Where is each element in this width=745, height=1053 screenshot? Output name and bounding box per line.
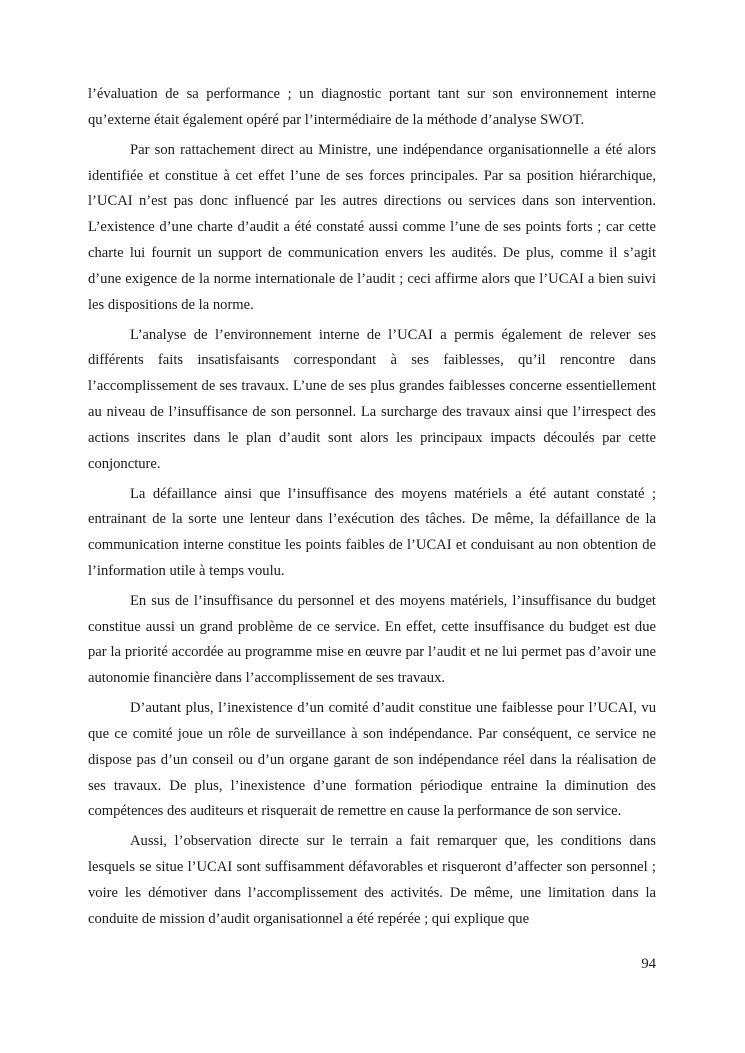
body-text	[88, 82, 656, 937]
paragraph-4: La défaillance ainsi que l’insuffisance des moyens matériels a été autant constaté ; entrainant de la sorte une lenteur dans l’exécution des tâches. De même, la défaillance de la communication interne constitue les points faibles de l’UCAI et conduisant au non obtention de l’information utile à temps voulu.	[88, 485, 656, 579]
paragraph-6: D’autant plus, l’inexistence d’un comité d’audit constitue une faiblesse pour l’UCAI, vu que ce comité joue un rôle de surveillance à son indépendance. Par conséquent, ce service ne dispose pas d’un conseil ou d’un organe garant de son indépendance réel dans la réalisation de ses travaux. De plus, l’inexistence d’une formation périodique entraine la diminution des compétences des auditeurs et risquerait de remettre en cause la performance de son service.	[88, 700, 656, 820]
paragraph-1: l’évaluation de sa performance ; un diagnostic portant tant sur son environnement interne qu’externe était également opéré par l’intermédiaire de la méthode d’analyse SWOT.	[88, 86, 656, 128]
paragraph-7: Aussi, l’observation directe sur le terrain a fait remarquer que, les conditions dans lesquels se situe l’UCAI sont suffisamment défavorables et risqueront d’affecter son personnel ; voire les démotiver dans l’accomplissement des activités. De même, une limitation dans la conduite de mission d’audit organisationnel a été repérée ; qui explique que	[88, 833, 656, 927]
paragraph-2: Par son rattachement direct au Ministre, une indépendance organisationnelle a été alors identifiée et constitue à cet effet l’une de ses forces principales. Par sa position hiérarchique, l’UCAI n’est pas donc influencé par les autres directions ou services dans son intervention. L’existence d’une charte d’audit a été constaté aussi comme l’une de ses points forts ; car cette charte lui fournit un support de communication envers les audités. De plus, comme il s’agit d’une exigence de la norme internationale de l’audit ; ceci affirme alors que l’UCAI a bien suivi les dispositions de la norme.	[88, 141, 656, 313]
paragraph-5: En sus de l’insuffisance du personnel et des moyens matériels, l’insuffisance du budget constitue aussi un grand problème de ce service. En effet, cette insuffisance du budget est due par la priorité accordée au programme mise en œuvre par l’audit et ne lui permet pas d’avoir une autonomie financière dans l’accomplissement de ses travaux.	[88, 592, 656, 687]
page-number: 94	[641, 956, 656, 972]
paragraph-3: L’analyse de l’environnement interne de l’UCAI a permis également de relever ses différents faits insatisfaisants correspondant à ses faiblesses, qu’il rencontre dans l’accomplissement de ses travaux. L’une de ses plus grandes faiblesses concerne essentiellement au niveau de l’insuffisance de son personnel. La surcharge des travaux ainsi que l’irrespect des actions inscrites dans le plan d’audit sont alors les principaux impacts découlés par cette conjoncture.	[88, 326, 656, 472]
